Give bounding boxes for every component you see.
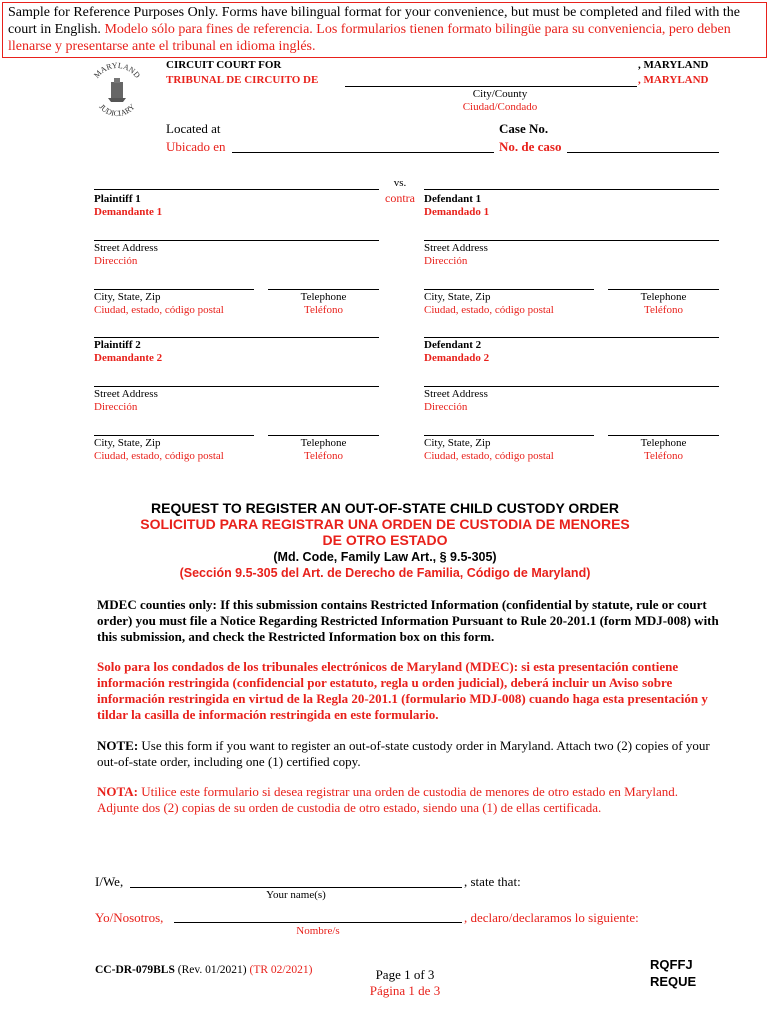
your-names-caption-es: Nombre/s — [296, 925, 340, 937]
plaintiff-1-street-label-en: Street Address — [94, 242, 158, 254]
note-en-text: Use this form if you want to register an out-of-state custody order in Maryland. Attach two (2) copies of your out-of-state order, including one (1) certified copy. — [97, 738, 710, 769]
defendant-2-name-line[interactable] — [424, 337, 719, 338]
plaintiff-1-city-label-es: Ciudad, estado, código postal — [94, 304, 224, 316]
form-id: CC-DR-079BLS — [95, 964, 175, 976]
defendant-1-city-line[interactable] — [424, 289, 594, 290]
defendant-2-city-label-es: Ciudad, estado, código postal — [424, 450, 554, 462]
located-at-label-es: Ubicado en — [166, 139, 226, 154]
state-label-es: , MARYLAND — [638, 74, 709, 86]
defendant-1-label-en: Defendant 1 — [424, 193, 482, 205]
defendant-2-city-line[interactable] — [424, 435, 594, 436]
your-names-line-en[interactable] — [130, 887, 462, 888]
form-title-es-line-2: DE OTRO ESTADO — [322, 532, 448, 548]
plaintiff-2-city-label-en: City, State, Zip — [94, 437, 161, 449]
reference-notice — [2, 2, 767, 58]
note-es — [97, 784, 722, 816]
plaintiff-1-phone-label-es: Teléfono — [304, 304, 343, 316]
plaintiff-2-city-line[interactable] — [94, 435, 254, 436]
court-label-en: CIRCUIT COURT FOR — [166, 59, 282, 71]
case-no-label-es: No. de caso — [499, 139, 562, 154]
plaintiff-2-phone-label-en: Telephone — [300, 437, 347, 449]
defendant-1-street-label-en: Street Address — [424, 242, 488, 254]
court-name-line[interactable] — [345, 86, 637, 87]
notice-english: Sample for Reference Purposes Only. Forms have bilingual format for your convenience, but must be completed and filed with the court in English. — [8, 5, 740, 37]
defendant-1-phone-line[interactable] — [608, 289, 719, 290]
defendant-1-phone-label-en: Telephone — [640, 291, 687, 303]
form-number — [95, 964, 312, 976]
defendant-2-city-label-en: City, State, Zip — [424, 437, 491, 449]
defendant-1-city-label-es: Ciudad, estado, código postal — [424, 304, 554, 316]
plaintiff-2-label-en: Plaintiff 2 — [94, 339, 141, 351]
mdec-notice-es: Solo para los condados de los tribunales electrónicos de Maryland (MDEC): si esta presentación contiene información restringida (confidencial por estatuto, regla u orden judicial), deberá incluir un Aviso sobre información restringida en virtud de la Regla 20-201.1 (formulario MDJ-008) cuando haga esta presentación y tildar la casilla de información restringida en este formulario. — [97, 659, 708, 722]
defendant-1-phone-label-es: Teléfono — [644, 304, 683, 316]
city-county-caption-en: City/County — [472, 88, 528, 100]
defendant-2-phone-label-es: Teléfono — [644, 450, 683, 462]
plaintiff-1-label-en: Plaintiff 1 — [94, 193, 141, 205]
located-at-label-en: Located at — [166, 121, 221, 136]
case-number-line[interactable] — [567, 152, 719, 153]
seal-top-text: MARYLAND — [92, 60, 142, 80]
form-title-en: REQUEST TO REGISTER AN OUT-OF-STATE CHILD CUSTODY ORDER — [151, 500, 619, 516]
plaintiff-1-city-line[interactable] — [94, 289, 254, 290]
plaintiff-1-label-es: Demandante 1 — [94, 206, 163, 218]
state-that-label-en: , state that: — [464, 874, 521, 889]
notice-spanish: Modelo sólo para fines de referencia. Los formularios tienen formato bilingüe para su conveniencia, pero deben llenarse y presentarse ante el tribunal en idioma inglés. — [8, 22, 731, 54]
statute-citation-en: (Md. Code, Family Law Art., § 9.5-305) — [273, 550, 497, 564]
plaintiff-2-phone-label-es: Teléfono — [304, 450, 343, 462]
defendant-2-phone-line[interactable] — [608, 435, 719, 436]
form-revision: (Rev. 01/2021) — [177, 964, 247, 976]
state-label-en: , MARYLAND — [638, 59, 709, 71]
seal-bottom-text: JUDICIARY — [97, 102, 137, 119]
plaintiff-1-name-line[interactable] — [94, 189, 379, 190]
form-code-1: RQFFJ — [650, 957, 693, 972]
maryland-judiciary-seal — [86, 60, 148, 122]
note-en — [97, 738, 722, 770]
state-that-label-es: , declaro/declaramos lo siguiente: — [464, 910, 639, 925]
page-number-es: Página 1 de 3 — [369, 983, 441, 998]
iwe-label-es: Yo/Nosotros, — [95, 910, 164, 925]
note-en-label: NOTE: — [97, 738, 139, 753]
plaintiff-1-phone-label-en: Telephone — [300, 291, 347, 303]
svg-text:MARYLAND — [92, 61, 142, 80]
defendant-2-street-line[interactable] — [424, 386, 719, 387]
city-county-caption-es: Ciudad/Condado — [462, 101, 538, 113]
note-es-label: NOTA: — [97, 784, 138, 799]
form-code-2: REQUE — [650, 974, 697, 989]
plaintiff-2-name-line[interactable] — [94, 337, 379, 338]
defendant-1-name-line[interactable] — [424, 189, 719, 190]
plaintiff-1-city-label-en: City, State, Zip — [94, 291, 161, 303]
plaintiff-2-street-line[interactable] — [94, 386, 379, 387]
defendant-2-street-label-en: Street Address — [424, 388, 488, 400]
court-label-es: TRIBUNAL DE CIRCUITO DE — [166, 74, 319, 86]
defendant-1-street-line[interactable] — [424, 240, 719, 241]
defendant-1-label-es: Demandado 1 — [424, 206, 490, 218]
your-names-line-es[interactable] — [174, 922, 462, 923]
iwe-label-en: I/We, — [95, 874, 124, 889]
defendant-2-label-es: Demandado 2 — [424, 352, 490, 364]
plaintiff-2-label-es: Demandante 2 — [94, 352, 163, 364]
plaintiff-2-city-label-es: Ciudad, estado, código postal — [94, 450, 224, 462]
plaintiff-2-street-label-es: Dirección — [94, 401, 138, 413]
svg-text:JUDICIARY — [97, 102, 137, 118]
defendant-2-phone-label-en: Telephone — [640, 437, 687, 449]
vs-label-es: contra — [385, 191, 415, 205]
your-names-caption-en: Your name(s) — [266, 889, 326, 901]
mdec-notice-en: MDEC counties only: If this submission contains Restricted Information (confidential by statute, rule or court order) you must file a Notice Regarding Restricted Information Pursuant to Rule 20-201.1 (form MDJ-008) with this submission, and check the Restricted Information box on this form. — [97, 597, 719, 644]
plaintiff-1-street-label-es: Dirección — [94, 255, 138, 267]
plaintiff-2-phone-line[interactable] — [268, 435, 379, 436]
statute-citation-es: (Sección 9.5-305 del Art. de Derecho de Familia, Código de Maryland) — [179, 566, 591, 580]
plaintiff-1-phone-line[interactable] — [268, 289, 379, 290]
form-title-es-line-1: SOLICITUD PARA REGISTRAR UNA ORDEN DE CUSTODIA DE MENORES — [140, 516, 630, 532]
vs-label-en: vs. — [393, 177, 407, 189]
form-translation-revision: (TR 02/2021) — [249, 964, 313, 976]
location-line[interactable] — [232, 152, 494, 153]
defendant-2-label-en: Defendant 2 — [424, 339, 482, 351]
page-number-en: Page 1 of 3 — [375, 967, 435, 982]
plaintiff-1-street-line[interactable] — [94, 240, 379, 241]
defendant-1-street-label-es: Dirección — [424, 255, 468, 267]
note-es-text: Utilice este formulario si desea registrar una orden de custodia de menores de otro estado en Maryland. Adjunte dos (2) copias de su orden de custodia de otro estado, siendo una (1) de ellas certificada. — [97, 784, 678, 815]
defendant-2-street-label-es: Dirección — [424, 401, 468, 413]
defendant-1-city-label-en: City, State, Zip — [424, 291, 491, 303]
case-no-label-en: Case No. — [499, 121, 549, 136]
plaintiff-2-street-label-en: Street Address — [94, 388, 158, 400]
